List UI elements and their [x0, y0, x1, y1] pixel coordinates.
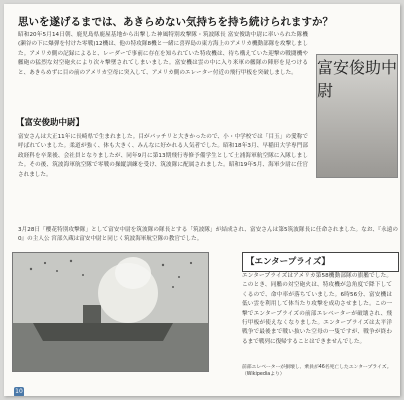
ship-photo-caption: 前部エレベーターが損壊し、乗員が46名死亡したエンタープライズ。（Wikipediaより）	[242, 365, 392, 378]
section-title-tomiyasu: 【富安俊助中尉】	[16, 118, 85, 128]
intro-paragraph: 昭和20年5月14日朝、鹿児島県鹿屋基地から出撃した神風特別攻撃隊・筑波隊長 富安俊助中尉に率いられた隊機(瀬谷の下に爆弾を付けた零戦)12機は、他の特攻隊8機と一緒に喜界島の東方海上のアメリカ機動部隊を攻撃しました。アメリカ側の記録によると、レーダーで事前に存在を知られていた特攻機は、待ち構えていた迎撃の戦闘機や艦砲の猛烈な対空砲火により次々撃墜されてしまいました。富安機は雲の中に入り米軍の艦隊の陣形を見つけると、あきらめずに目の前のアメリカ空母に突入して、アメリカ側のエレーター付近の飛行甲板を突破しました。	[18, 32, 308, 76]
headline: 思いを遂げるまでは、あきらめない気持ちを持ち続けられますか？	[18, 16, 333, 28]
enterprise-paragraph: エンタープライズはアメリカ第58機動部隊の旗艦でした。このとき、同艦の対空砲火は、特攻機が急角度で降下してくるので、命中率が落ちていました。6時56分、富安機は低い雲を利用して体当たり攻撃を成功させました。この一撃でエンタープライズの前部エレベーターが破壊され、飛行甲板が使えなくなりました。エンタープライズは太平洋戦争で最後まで戦い抜いた空母の一隻ですが、戦争が終わるまで戦列に復帰することはできませんでした。	[242, 273, 392, 345]
bio-paragraph-2: 3月28日「櫻花特別攻撃隊」として富安中尉を筑波隊の隊長とする「筑波隊」が結成され、富安さんは第5筑波隊長に任命されました。なお、『永遠の0』の主人公 宮部久蔵は富安中尉と同じく筑波海軍航空隊の教官でした。	[18, 227, 398, 243]
bio-paragraph-1: 富安さんは大正11年に長崎県で生まれました。目がパッチリと大きかったので、小・中学校では「目玉」の愛称で呼ばれていました。柔道が強く、体も大きく、みんなに好かれる人気者でした。昭和18年3月、早稲田大学専門部政経科を卒業後、会社員となりましたが、同年9月に第13期飛行専修予備学生として土浦海軍航空隊に入隊しました。その後、筑波海軍航空隊で零戦の操縦訓練を受け、筑波隊に配属されました。昭和19年5月、海軍少尉に任官されました。	[18, 134, 308, 178]
ship-illustration	[13, 253, 208, 371]
ship-photo	[12, 252, 209, 372]
page-number: 10	[15, 388, 23, 395]
section-title-enterprise: 【エンタープライズ】	[242, 252, 399, 272]
portrait-caption: 富安俊助中尉	[316, 54, 398, 178]
document-page	[4, 4, 400, 396]
